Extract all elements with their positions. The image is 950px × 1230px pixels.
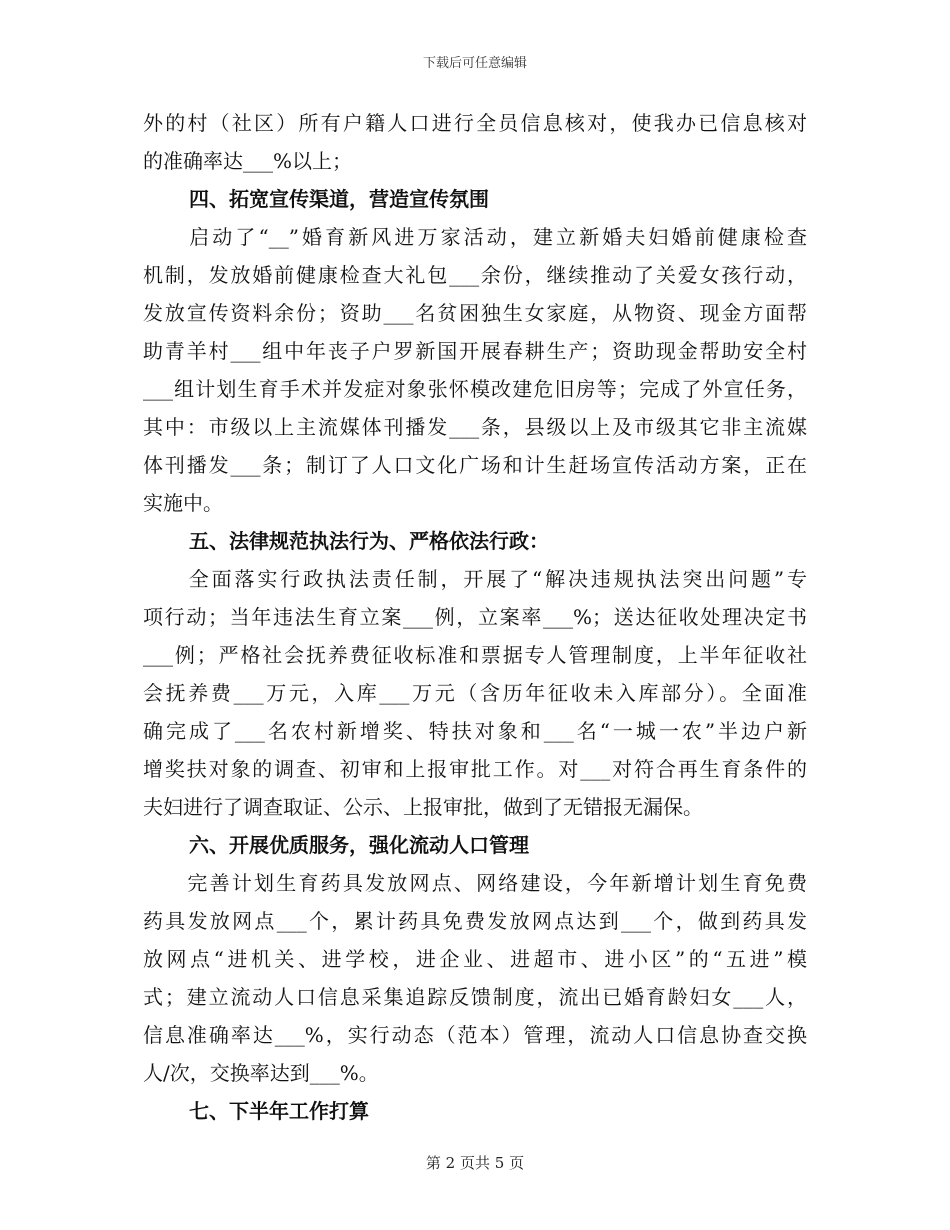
paragraph-line: ___例；严格社会抚养费征收标准和票据专人管理制度，上半年征收社 xyxy=(143,643,807,667)
paragraph-line: 夫妇进行了调查取证、公示、上报审批，做到了无错报无漏保。 xyxy=(143,795,703,819)
paragraph-line: 人/次，交换率达到___%。 xyxy=(143,1061,379,1085)
paragraph-line: 助青羊村___组中年丧子户罗新国开展春耕生产；资助现金帮助安全村 xyxy=(143,339,807,363)
paragraph-line: 信息准确率达___%，实行动态（范本）管理，流动人口信息协查交换 xyxy=(143,1023,807,1047)
paragraph-line: ___组计划生育手术并发症对象张怀模改建危旧房等；完成了外宣任务， xyxy=(143,377,807,401)
page-header: 下载后可任意编辑 xyxy=(422,56,527,71)
paragraph-line: 实施中。 xyxy=(143,491,223,515)
paragraph-line: 式；建立流动人口信息采集追踪反馈制度，流出已婚育龄妇女___人， xyxy=(143,985,807,1009)
section-heading-6: 六、开展优质服务，强化流动人口管理 xyxy=(189,833,529,857)
paragraph-line: 其中：市级以上主流媒体刊播发___条，县级以上及市级其它非主流媒 xyxy=(143,415,807,439)
paragraph-line: 会抚养费___万元，入库___万元（含历年征收未入库部分）。全面准 xyxy=(143,681,807,705)
paragraph-line: 的准确率达___%以上； xyxy=(143,149,353,173)
section-heading-7: 七、下半年工作打算 xyxy=(189,1099,369,1123)
section-heading-5: 五、法律规范执法行为、严格依法行政： xyxy=(189,529,549,553)
paragraph-line: 完善计划生育药具发放网点、网络建设，今年新增计划生育免费 xyxy=(143,871,807,895)
paragraph-line: 体刊播发___条；制订了人口文化广场和计生赶场宣传活动方案，正在 xyxy=(143,453,807,477)
paragraph-line: 项行动；当年违法生育立案___例，立案率___%；送达征收处理决定书 xyxy=(143,605,807,629)
section-heading-4: 四、拓宽宣传渠道，营造宣传氛围 xyxy=(189,187,489,211)
paragraph-line: 药具发放网点___个，累计药具免费发放网点达到___个，做到药具发 xyxy=(143,909,807,933)
document-body xyxy=(143,104,807,1130)
paragraph-line: 放网点“进机关、进学校，进企业、进超市、进小区”的“五进”模 xyxy=(143,947,807,971)
paragraph-line: 外的村（社区）所有户籍人口进行全员信息核对，使我办已信息核对 xyxy=(143,111,807,135)
paragraph-line: 发放宣传资料余份；资助___名贫困独生女家庭，从物资、现金方面帮 xyxy=(143,301,807,325)
paragraph-line: 全面落实行政执法责任制，开展了“解决违规执法突出问题”专 xyxy=(143,567,807,591)
paragraph-line: 机制，发放婚前健康检查大礼包___余份，继续推动了关爱女孩行动， xyxy=(143,263,807,287)
paragraph-line: 启动了“__”婚育新风进万家活动，建立新婚夫妇婚前健康检查 xyxy=(143,225,807,249)
paragraph-line: 确完成了___名农村新增奖、特扶对象和___名“一城一农”半边户新 xyxy=(143,719,807,743)
page-footer: 第 2 页共 5 页 xyxy=(425,1154,525,1172)
paragraph-line: 增奖扶对象的调查、初审和上报审批工作。对___对符合再生育条件的 xyxy=(143,757,807,781)
